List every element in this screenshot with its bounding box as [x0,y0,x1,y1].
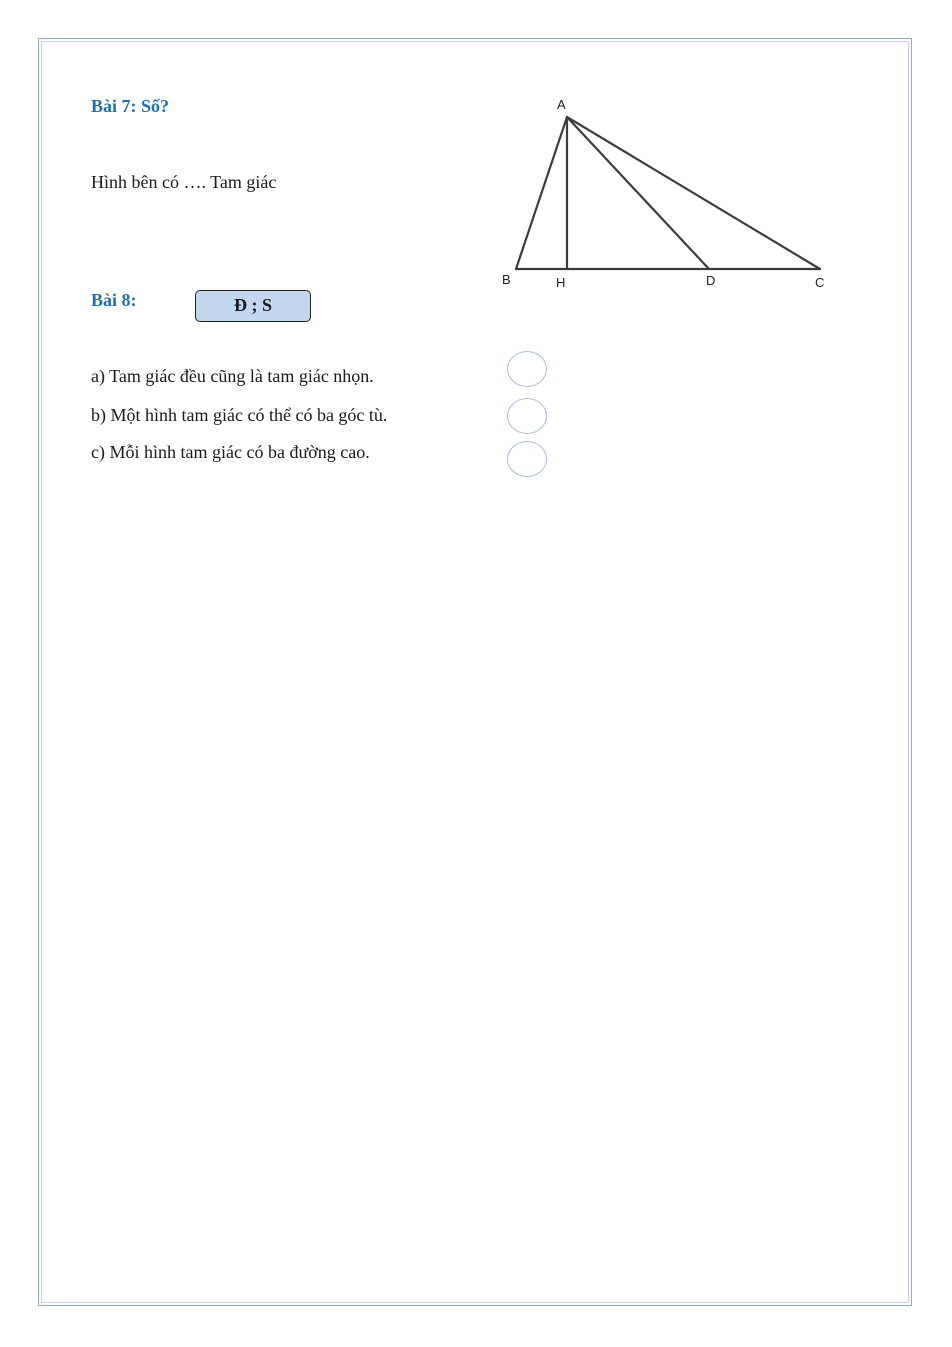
point-label-a: A [557,97,566,112]
exercise-8-title: Bài 8: [91,290,137,310]
answer-circle-a[interactable] [507,351,547,387]
triangle-figure [495,90,835,295]
segment-ad [567,117,709,269]
answer-key-legend: Đ ; S [195,290,311,322]
answer-circle-c[interactable] [507,441,547,477]
answer-circle-b[interactable] [507,398,547,434]
point-label-h: H [556,275,566,290]
statement-b: b) Một hình tam giác có thể có ba góc tù. [91,405,388,425]
exercise-7-question: Hình bên có …. Tam giác [91,172,277,192]
segment-ac [567,117,820,269]
segment-ab [516,117,567,269]
point-label-d: D [706,273,716,288]
exercise-7-title: Bài 7: Số? [91,96,170,116]
point-label-b: B [502,272,511,287]
statement-c: c) Mỗi hình tam giác có ba đường cao. [91,442,370,462]
statement-a: a) Tam giác đều cũng là tam giác nhọn. [91,366,374,386]
point-label-c: C [815,275,825,290]
